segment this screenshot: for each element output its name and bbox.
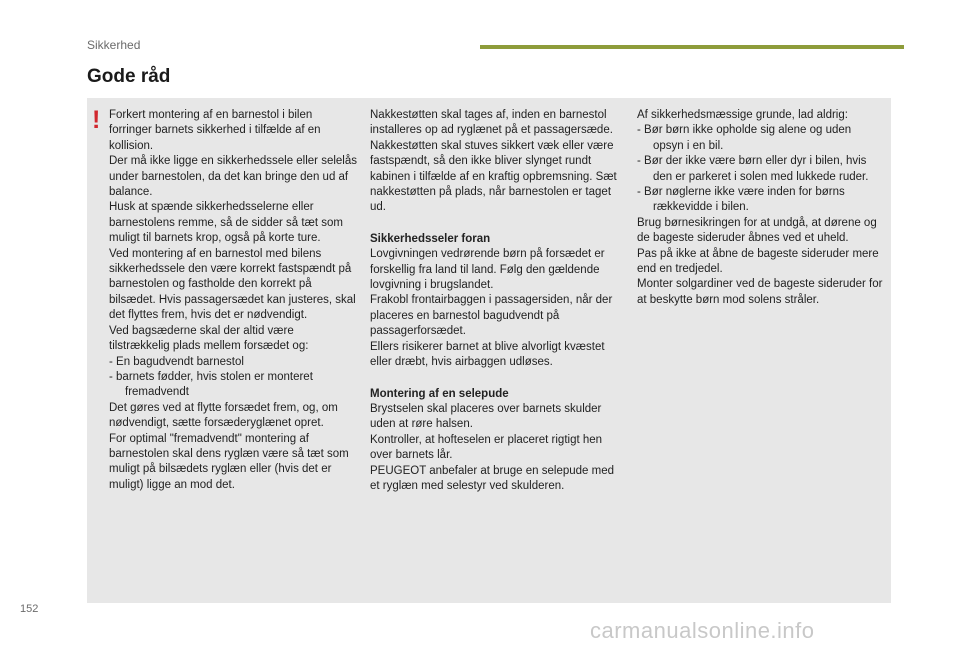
paragraph: Forkert montering af en barnestol i bilen forringer barnets sikkerhed i tilfælde af en kollision.	[109, 109, 321, 152]
column-3	[637, 108, 885, 308]
list-item: - barnets fødder, hvis stolen er monteret fremadvendt	[109, 370, 313, 399]
paragraph: Lovgivningen vedrørende børn på forsædet er forskellig fra land til land. Følg den gældende lovgivning i brugslandet.	[370, 248, 605, 292]
column-1	[109, 108, 357, 493]
paragraph: Kontroller, at hofteselen er placeret rigtigt hen over barnets lår.	[370, 433, 603, 462]
paragraph: Frakobl frontairbaggen i passagersiden, når der placeres en barnestol bagudvendt på passagerforsædet.	[370, 294, 613, 338]
page-number: 152	[20, 603, 39, 615]
paragraph: Pas på ikke at åbne de bageste sideruder mere end en tredjedel.	[637, 247, 879, 276]
watermark: carmanualsonline.info	[590, 618, 815, 643]
paragraph: Husk at spænde sikkerhedsselerne eller barnestolens remme, så de sidder så tæt som muligt til barnets krop, også på korte ture.	[109, 201, 343, 245]
list-item: - Bør børn ikke opholde sig alene og uden opsyn i en bil.	[637, 124, 852, 152]
paragraph: Ved montering af en barnestol med bilens sikkerhedssele den være korrekt fastspændt på barnestolen og fastholde den korrekt på bilsædet. Hvis passagersædet kan justeres, skal det flyttes frem, hvis det er nødvendigt.	[109, 247, 356, 322]
paragraph: Monter solgardiner ved de bageste sideruder for at beskytte børn mod solens stråler.	[637, 278, 883, 306]
paragraph: Der må ikke ligge en sikkerhedssele eller selelås under barnestolen, da det kan bringe den ud af balance.	[109, 155, 358, 199]
paragraph: Ellers risikerer barnet at blive alvorligt kvæstet eller dræbt, hvis airbaggen udløses.	[370, 340, 605, 369]
page-title: Gode råd	[87, 66, 171, 87]
list-item: - Bør nøglerne ikke være inden for børns rækkevidde i bilen.	[637, 186, 845, 214]
paragraph: Nakkestøtten skal stuves sikkert væk eller være fastspændt, så den ikke bliver slynget rundt kabinen i tilfælde af en kraftig opbremsning. Sæt nakkestøtten på plads, når barnestolen er taget ud.	[370, 139, 617, 214]
section-divider-bar	[480, 45, 904, 49]
paragraph: For optimal "fremadvendt" montering af barnestolen skal dens ryglæn være så tæt som muligt på bilsædets ryglæn eller (hvis det er muligt) ligge an mod det.	[109, 432, 349, 491]
paragraph: Det gøres ved at flytte forsædet frem, og, om nødvendigt, sætte forsæderyglænet opret.	[109, 401, 338, 430]
paragraph: Ved bagsæderne skal der altid være tilstrækkelig plads mellem forsædet og:	[109, 324, 309, 353]
subheading-booster-seat: Montering af en selepude	[370, 387, 509, 400]
paragraph: Af sikkerhedsmæssige grunde, lad aldrig:	[637, 109, 848, 121]
list-item: - En bagudvendt barnestol	[109, 355, 244, 368]
list-item: - Bør der ikke være børn eller dyr i bilen, hvis den er parkeret i solen med lukkede ruder.	[637, 155, 869, 183]
subheading-front-seatbelts: Sikkerhedsseler foran	[370, 232, 491, 245]
column-2	[370, 108, 620, 494]
paragraph: PEUGEOT anbefaler at bruge en selepude med et ryglæn med selestyr ved skulderen.	[370, 464, 614, 492]
paragraph: Brug børnesikringen for at undgå, at dørene og de bageste sideruder åbnes ved et uheld.	[637, 216, 877, 245]
paragraph: Nakkestøtten skal tages af, inden en barnestol installeres op ad ryglænet på et passagersæde.	[370, 109, 613, 137]
warning-icon: !	[92, 106, 101, 134]
section-label: Sikkerhed	[87, 38, 141, 52]
paragraph: Brystselen skal placeres over barnets skulder uden at røre halsen.	[370, 402, 602, 431]
